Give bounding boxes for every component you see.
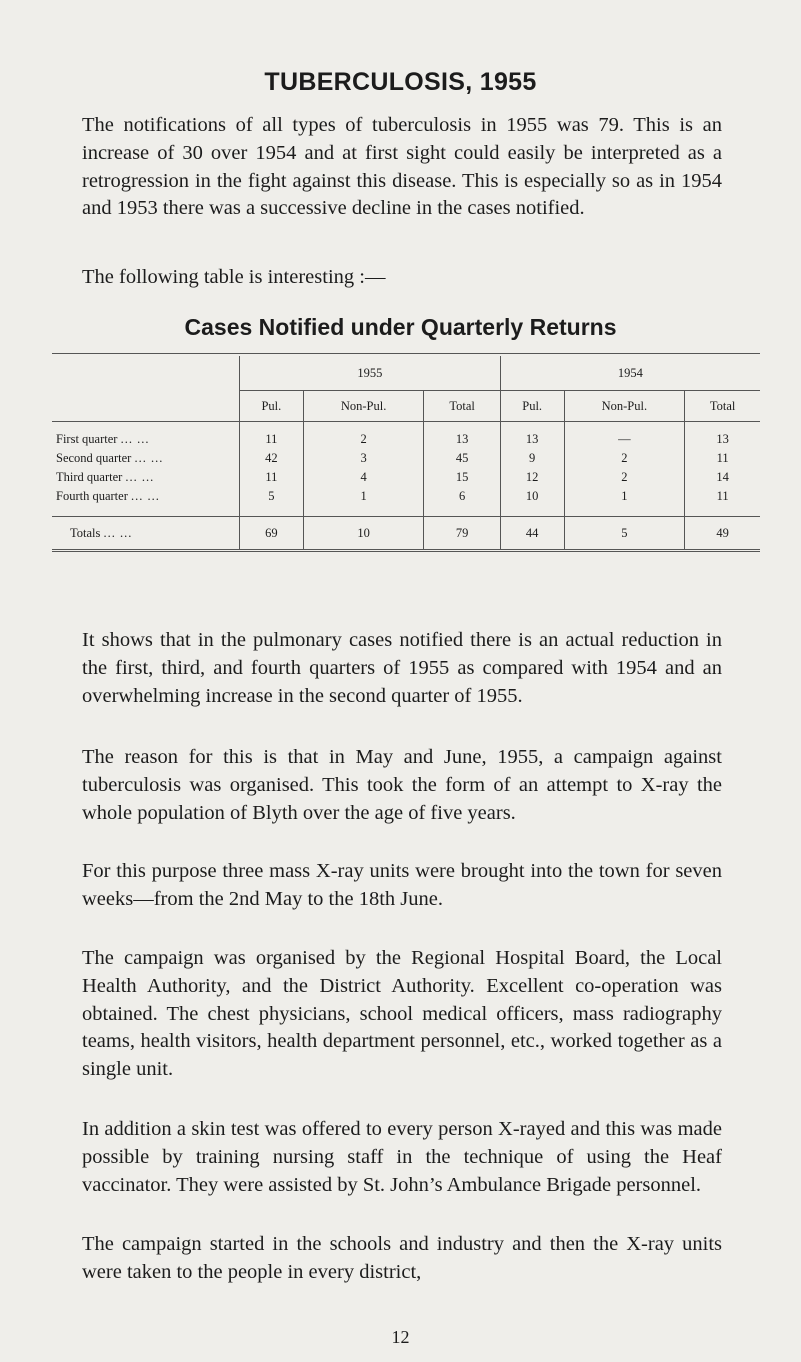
table-intro: The following table is interesting :— bbox=[82, 266, 386, 288]
paragraph: The reason for this is that in May and June, 1955, a campaign against tuberculosis was organised. This took the form of an attempt to X-ray the whole population of Blyth over the age of five years. bbox=[82, 746, 722, 824]
table-cell: 2 bbox=[303, 422, 424, 450]
column-header: Non-Pul. bbox=[303, 391, 424, 422]
leader-dots: ... ... bbox=[125, 470, 155, 484]
total-cell: 5 bbox=[564, 517, 685, 551]
table-cell: 13 bbox=[424, 422, 500, 450]
row-label: Fourth quarter bbox=[56, 489, 128, 503]
table-cell: 6 bbox=[424, 487, 500, 517]
total-cell: 69 bbox=[240, 517, 304, 551]
row-label: Third quarter bbox=[56, 470, 123, 484]
column-header: Pul. bbox=[240, 391, 304, 422]
row-label: Second quarter bbox=[56, 451, 132, 465]
page-number: 12 bbox=[391, 1327, 410, 1347]
row-label: First quarter bbox=[56, 432, 118, 446]
column-header: Total bbox=[424, 391, 500, 422]
table-cell: 10 bbox=[500, 487, 564, 517]
page-title: TUBERCULOSIS, 1955 bbox=[264, 68, 537, 96]
quarterly-returns-table bbox=[52, 353, 760, 552]
table-row bbox=[52, 468, 760, 487]
table-cell: 12 bbox=[500, 468, 564, 487]
total-cell: 49 bbox=[685, 517, 760, 551]
total-cell: 79 bbox=[424, 517, 500, 551]
year-header: 1955 bbox=[240, 356, 501, 391]
column-header: Total bbox=[685, 391, 760, 422]
paragraph: It shows that in the pulmonary cases notified there is an actual reduction in the first, third, and fourth quarters of 1955 as compared with 1954 and an overwhelming increase in the second quarter of 1955. bbox=[82, 629, 722, 707]
paragraph: The campaign started in the schools and industry and then the X-ray units were taken to the people in every district, bbox=[82, 1233, 722, 1283]
paragraph: In addition a skin test was offered to every person X-rayed and this was made possible by training nursing staff in the technique of using the Heaf vaccinator. They were assisted by St. John’s Ambulance Brigade personnel. bbox=[82, 1118, 722, 1196]
paragraph: The campaign was organised by the Regional Hospital Board, the Local Health Authority, and the District Authority. Excellent co-operation was obtained. The chest physicians, school medical officers, mass radiography teams, health visitors, health department personnel, etc., worked together as a single unit. bbox=[82, 947, 722, 1081]
table-cell: 14 bbox=[685, 468, 760, 487]
leader-dots: ... ... bbox=[103, 525, 133, 540]
paragraph: For this purpose three mass X-ray units were brought into the town for seven weeks—from the 2nd May to the 18th June. bbox=[82, 860, 722, 910]
table-cell: 13 bbox=[685, 422, 760, 450]
year-header-row bbox=[52, 356, 760, 391]
leader-dots: ... ... bbox=[134, 451, 164, 465]
table-cell: 45 bbox=[424, 449, 500, 468]
table-row bbox=[52, 422, 760, 450]
table-cell: 1 bbox=[564, 487, 685, 517]
table-cell: 2 bbox=[564, 449, 685, 468]
table-row bbox=[52, 487, 760, 517]
total-cell: 10 bbox=[303, 517, 424, 551]
leader-dots: ... ... bbox=[120, 432, 150, 446]
table-cell: 13 bbox=[500, 422, 564, 450]
column-header-row bbox=[52, 391, 760, 422]
leader-dots: ... ... bbox=[130, 489, 160, 503]
table-cell: 5 bbox=[240, 487, 304, 517]
table-cell: 11 bbox=[685, 449, 760, 468]
table-cell: 11 bbox=[240, 422, 304, 450]
year-header: 1954 bbox=[500, 356, 760, 391]
column-header: Non-Pul. bbox=[564, 391, 685, 422]
table-cell: 9 bbox=[500, 449, 564, 468]
table-row bbox=[52, 449, 760, 468]
table-title: Cases Notified under Quarterly Returns bbox=[184, 314, 617, 340]
table-cell: 11 bbox=[685, 487, 760, 517]
intro-paragraph: The notifications of all types of tuberculosis in 1955 was 79. This is an increase of 30 over 1954 and at first sight could easily be interpreted as a retrogression in the fight against this disease. This is especially so as in 1954 and 1953 there was a successive decline in the cases notified. bbox=[82, 114, 722, 220]
table-cell: 42 bbox=[240, 449, 304, 468]
total-cell: 44 bbox=[500, 517, 564, 551]
table-cell: 4 bbox=[303, 468, 424, 487]
table-cell: 1 bbox=[303, 487, 424, 517]
totals-row bbox=[52, 517, 760, 551]
table-cell: — bbox=[564, 422, 685, 450]
table-cell: 15 bbox=[424, 468, 500, 487]
totals-label: Totals bbox=[70, 525, 101, 540]
table-cell: 11 bbox=[240, 468, 304, 487]
table-cell: 3 bbox=[303, 449, 424, 468]
column-header: Pul. bbox=[500, 391, 564, 422]
table-cell: 2 bbox=[564, 468, 685, 487]
